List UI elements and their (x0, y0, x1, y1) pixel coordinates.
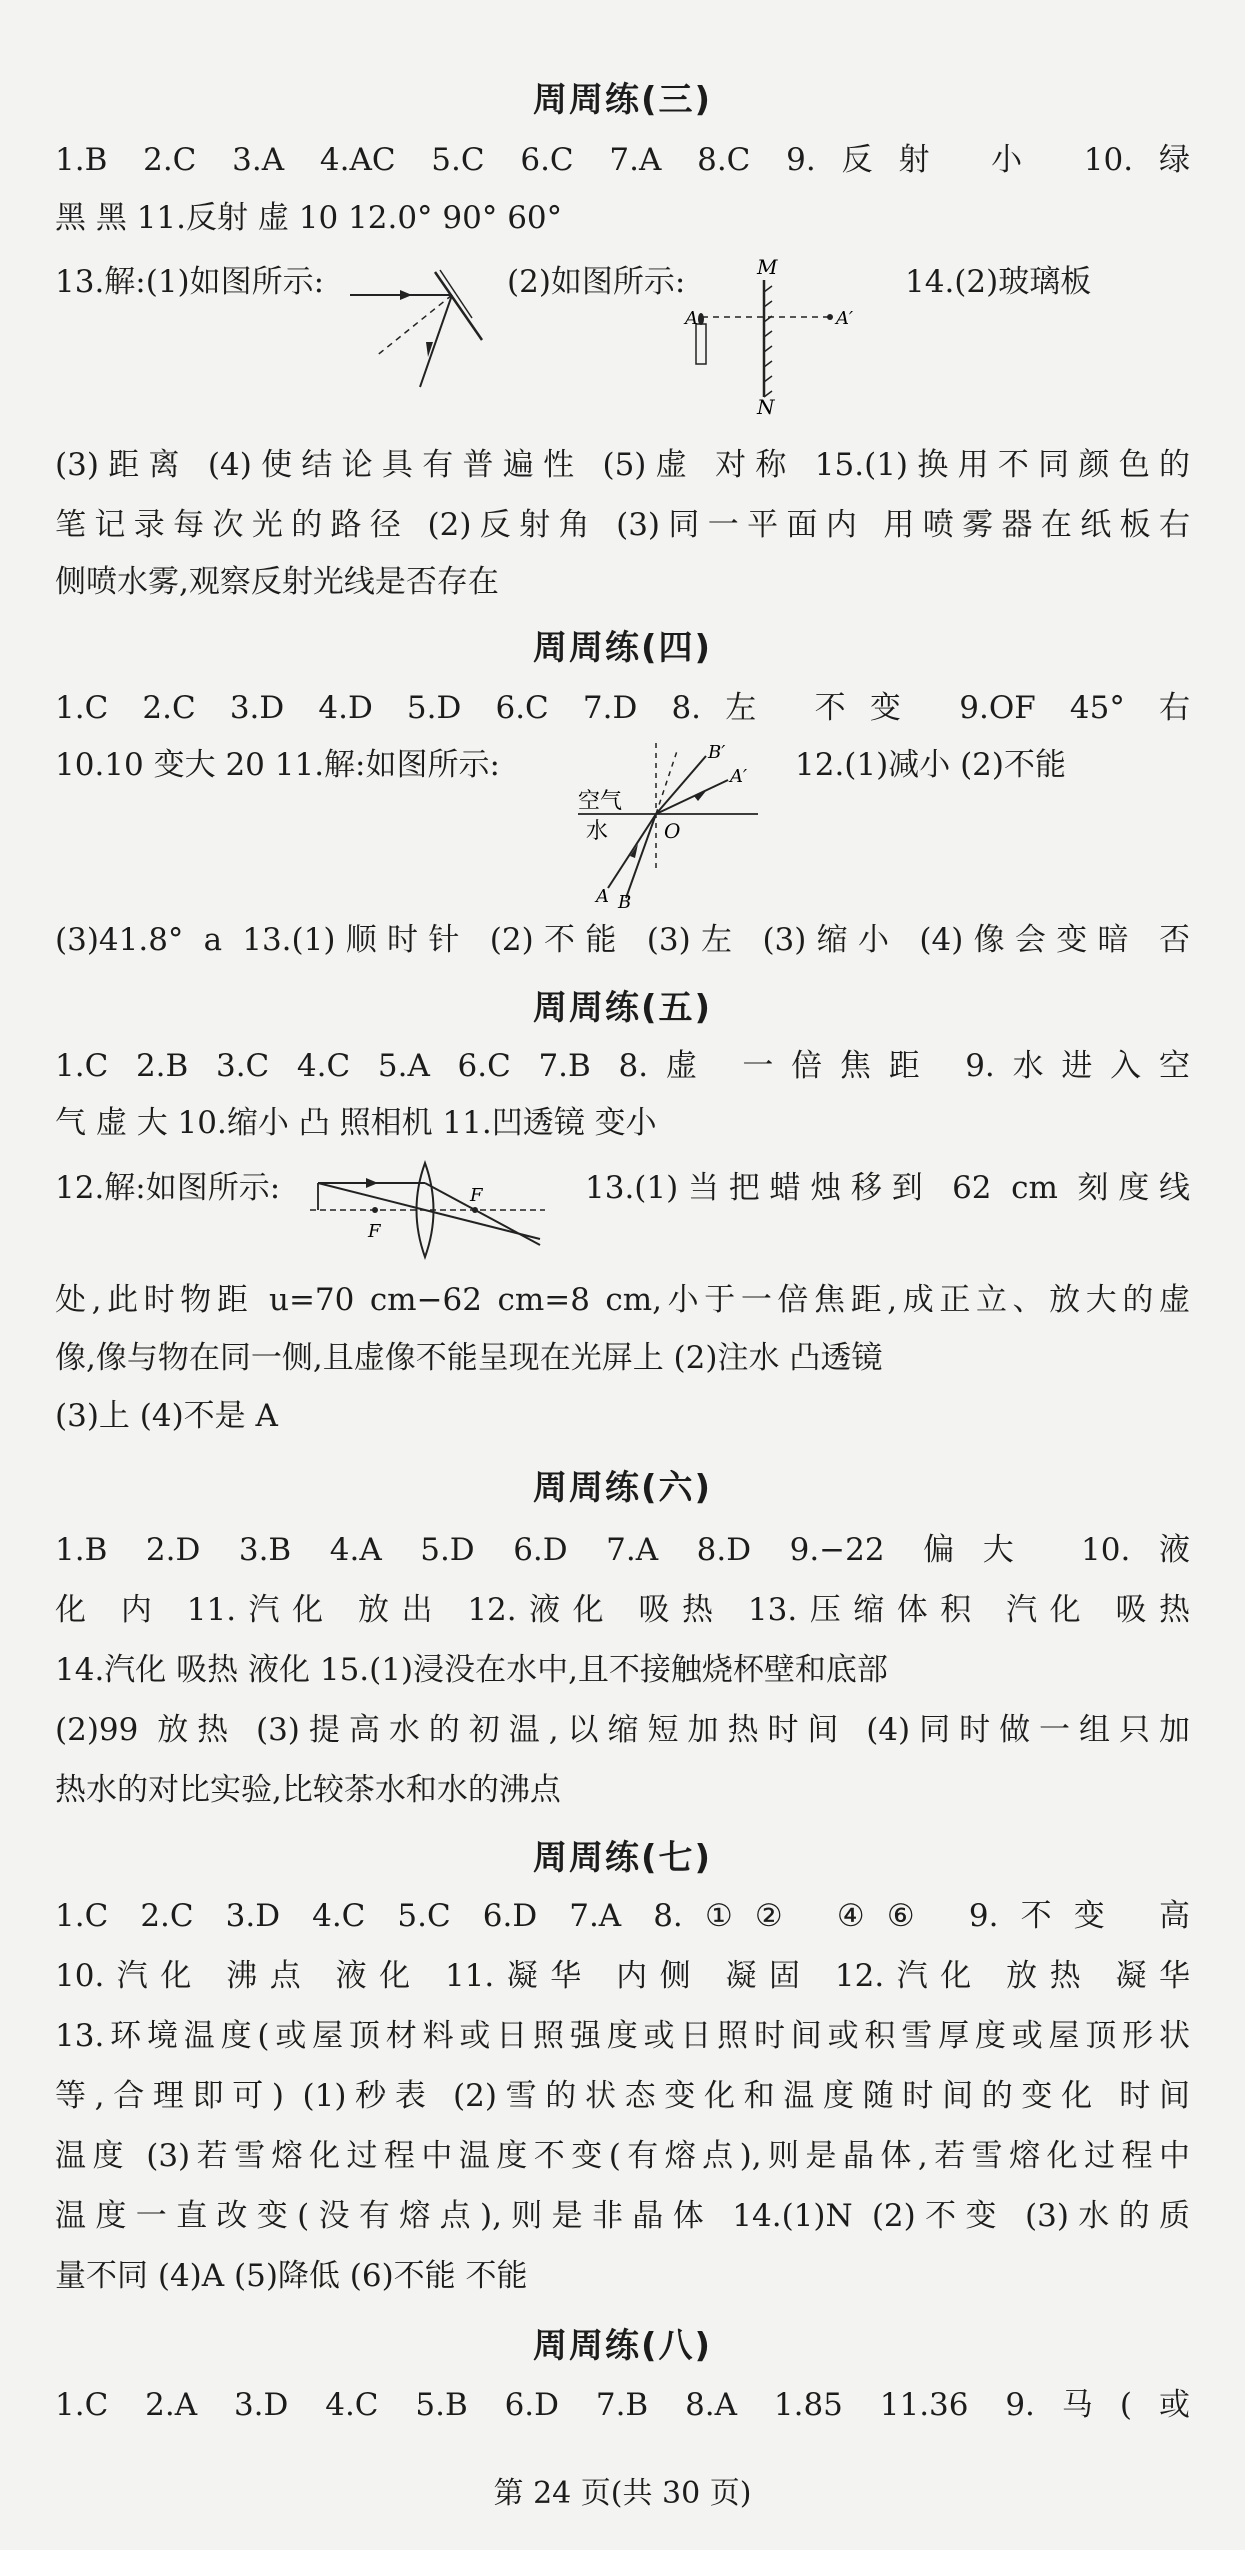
reflection-diagram (340, 262, 490, 397)
answer-line: 13.解:(1)如图所示: (55, 264, 325, 300)
label-a-prime: A′ (730, 766, 748, 787)
answer-line: 化 内 11.汽化 放出 12.液化 吸热 13.压缩体积 汽化 吸热 (55, 1592, 1190, 1628)
plane-mirror-diagram (682, 252, 872, 417)
answer-line: (3)41.8° a 13.(1)顺时针 (2)不能 (3)左 (3)缩小 (4)像会变暗 否 (55, 922, 1190, 958)
answer-line: 量不同 (4)A (5)降低 (6)不能 不能 (55, 2258, 528, 2294)
section-title-3: 周周练(三) (532, 80, 713, 120)
section-title-5: 周周练(五) (532, 988, 713, 1028)
answer-line: 温度 (3)若雪熔化过程中温度不变(有熔点),则是晶体,若雪熔化过程中 (55, 2138, 1190, 2174)
answer-line: 14.汽化 吸热 液化 15.(1)浸没在水中,且不接触烧杯壁和底部 (55, 1652, 888, 1688)
answer-line: 1.C 2.C 3.D 4.D 5.D 6.C 7.D 8.左 不变 9.OF 45° 右 (55, 690, 1190, 726)
label-water: 水 (586, 819, 609, 844)
label-b: B (618, 892, 632, 908)
answer-line: 1.B 2.C 3.A 4.AC 5.C 6.C 7.A 8.C 9.反射 小 10.绿 (55, 142, 1190, 178)
answer-line: 1.C 2.C 3.D 4.C 5.C 6.D 7.A 8.①② ④⑥ 9.不变 高 (55, 1898, 1190, 1934)
label-n: N (757, 395, 775, 417)
answer-line: 14.(2)玻璃板 (905, 264, 1092, 300)
label-a: A (685, 308, 698, 329)
answer-line: 侧喷水雾,观察反射光线是否存在 (55, 564, 499, 600)
answer-line: 13.环境温度(或屋顶材料或日照强度或日照时间或积雪厚度或屋顶形状 (55, 2018, 1190, 2054)
answer-line: 12.解:如图所示: (55, 1170, 281, 1206)
section-title-6: 周周练(六) (532, 1468, 713, 1508)
page-footer: 第 24 页(共 30 页) (493, 2476, 752, 2511)
label-b-prime: B′ (708, 742, 726, 763)
answer-line: 像,像与物在同一侧,且虚像不能呈现在光屏上 (2)注水 凸透镜 (55, 1340, 883, 1376)
answer-line: 10.汽化 沸点 液化 11.凝华 内侧 凝固 12.汽化 放热 凝华 (55, 1958, 1190, 1994)
section-title-8: 周周练(八) (532, 2326, 713, 2366)
label-a-prime: A′ (836, 308, 854, 329)
section-title-4: 周周练(四) (532, 628, 713, 668)
answer-line: 气 虚 大 10.缩小 凸 照相机 11.凹透镜 变小 (55, 1105, 657, 1141)
answer-line: 温度一直改变(没有熔点),则是非晶体 14.(1)N (2)不变 (3)水的质 (55, 2198, 1190, 2234)
refraction-diagram (578, 738, 768, 908)
answer-line: 1.C 2.B 3.C 4.C 5.A 6.C 7.B 8.虚 一倍焦距 9.水进入空 (55, 1048, 1190, 1084)
answer-line: 笔记录每次光的路径 (2)反射角 (3)同一平面内 用喷雾器在纸板右 (55, 507, 1190, 543)
answer-line: 等,合理即可) (1)秒表 (2)雪的状态变化和温度随时间的变化 时间 (55, 2078, 1190, 2114)
label-a: A (596, 886, 609, 907)
answer-line: (3)距离 (4)使结论具有普遍性 (5)虚 对称 15.(1)换用不同颜色的 (55, 447, 1190, 483)
answer-line: 处,此时物距 u=70 cm−62 cm=8 cm,小于一倍焦距,成正立、放大的虚 (55, 1282, 1190, 1318)
answer-line: 12.(1)减小 (2)不能 (795, 747, 1066, 783)
answer-line: 黑 黑 11.反射 虚 10 12.0° 90° 60° (55, 200, 563, 236)
lens-diagram (300, 1155, 550, 1265)
label-o: O (664, 819, 681, 843)
label-m: M (757, 255, 778, 279)
answer-line: 热水的对比实验,比较茶水和水的沸点 (55, 1772, 561, 1808)
answer-line: 1.C 2.A 3.D 4.C 5.B 6.D 7.B 8.A 1.85 11.36 9.马(或 (55, 2387, 1190, 2423)
label-air: 空气 (578, 789, 623, 814)
section-title-7: 周周练(七) (532, 1838, 713, 1878)
answer-line: 1.B 2.D 3.B 4.A 5.D 6.D 7.A 8.D 9.−22 偏大 10.液 (55, 1532, 1190, 1568)
answer-line: (3)上 (4)不是 A (55, 1398, 278, 1434)
label-f-right: F (470, 1185, 483, 1206)
answer-line: (2)99 放热 (3)提高水的初温,以缩短加热时间 (4)同时做一组只加 (55, 1712, 1190, 1748)
answer-line: 10.10 变大 20 11.解:如图所示: (55, 747, 500, 783)
answer-line: (2)如图所示: (507, 264, 686, 300)
label-f-left: F (368, 1221, 381, 1242)
answer-line: 13.(1)当把蜡烛移到 62 cm 刻度线 (585, 1170, 1190, 1206)
